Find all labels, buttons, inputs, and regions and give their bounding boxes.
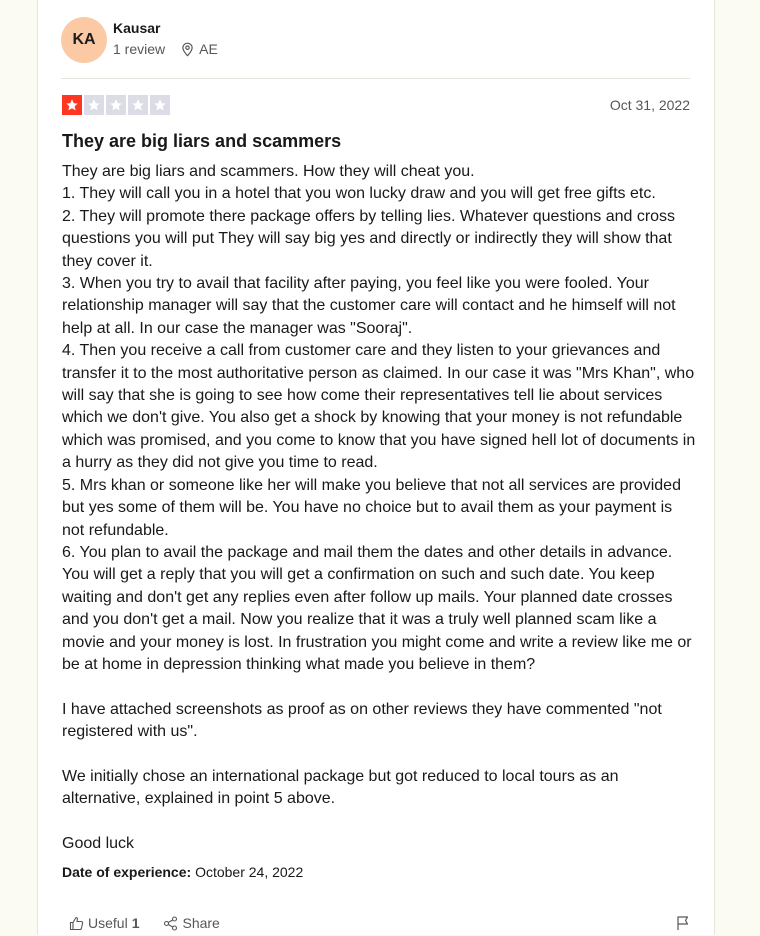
divider (61, 78, 690, 79)
review-paragraph: Good luck (62, 835, 135, 853)
star-icon (106, 95, 126, 115)
share-icon (163, 916, 178, 931)
star-icon (150, 95, 170, 115)
share-button[interactable] (163, 915, 219, 931)
share-label: Share (182, 915, 220, 931)
reviewer-header (61, 17, 691, 79)
review-date: Oct 31, 2022 (609, 97, 690, 113)
avatar[interactable]: KA (61, 17, 107, 63)
review-paragraph: 6. You plan to avail the package and mail them the dates and other details in advance. You will get a reply that you will get a confirmation on such and such date. You keep waiting and don't get any replies even after follow up mails. Your planned date crosses and you don't get a mail. Now you realize that it was a truly well planned scam like a movie and your money is lost. In frustration you might come and write a review like me or be at home in depression thinking what made you believe in them? (62, 543, 692, 673)
review-card (37, 0, 715, 935)
star-icon (62, 95, 82, 115)
paragraph-gap (62, 744, 698, 766)
review-title[interactable]: They are big liars and scammers (62, 131, 342, 151)
review-paragraph: They are big liars and scammers. How they will cheat you. (62, 163, 475, 180)
thumbs-up-icon (69, 916, 84, 931)
review-paragraph: 1. They will call you in a hotel that you won lucky draw and you will get free gifts etc. (62, 185, 656, 203)
review-paragraph: 2. They will promote there package offers by telling lies. Whatever questions and cross questions you will put They will say big yes and directly or indirectly they will show that they cover it. (62, 207, 676, 270)
country-code: AE (199, 41, 218, 57)
review-actions (69, 915, 244, 931)
reviewer-location (181, 41, 218, 57)
review-paragraph: I have attached screenshots as proof as on other reviews they have commented "not registered with us". (62, 700, 662, 741)
reviewer-name[interactable]: Kausar (113, 20, 161, 36)
review-count: 1 review (113, 41, 166, 57)
review-paragraph: We initially chose an international package but got reduced to local tours as an alternative, explained in point 5 above. (62, 767, 619, 808)
paragraph-gap (62, 811, 698, 833)
star-icon (128, 95, 148, 115)
location-pin-icon (181, 42, 194, 57)
date-of-experience (62, 864, 303, 880)
review-paragraph: 5. Mrs khan or someone like her will make you believe that not all services are provided but yes some of them will be. You have no choice but to avail them as your payment is not refundable. (62, 476, 681, 539)
review-paragraph: 3. When you try to avail that facility after paying, you feel like you were fooled. Your relationship manager will say that the customer care will contact and he himself will not help at all. In our case the manager was "Sooraj". (62, 275, 676, 337)
review-paragraph: 4. Then you receive a call from customer care and they listen to your grievances and transfer it to the most authoritative person as claimed. In our case it was "Mrs Khan", who will say that she is going to see how come their representatives tell lie about services which we don't give. You also get a shock by knowing that your money is not refundable which was promised, and you come to know that you have signed hell lot of documents in a hurry as they did not give you time to read. (62, 342, 696, 472)
useful-count: 1 (131, 915, 140, 931)
experience-label: Date of experience: (62, 864, 192, 880)
useful-button[interactable] (69, 915, 139, 931)
paragraph-gap (62, 676, 698, 698)
useful-label: Useful (88, 915, 128, 931)
star-rating (62, 95, 170, 115)
experience-date: October 24, 2022 (195, 864, 304, 880)
review-body (62, 161, 698, 856)
flag-icon (676, 915, 690, 931)
star-icon (84, 95, 104, 115)
report-button[interactable] (676, 915, 690, 936)
reviewer-meta (113, 41, 218, 57)
